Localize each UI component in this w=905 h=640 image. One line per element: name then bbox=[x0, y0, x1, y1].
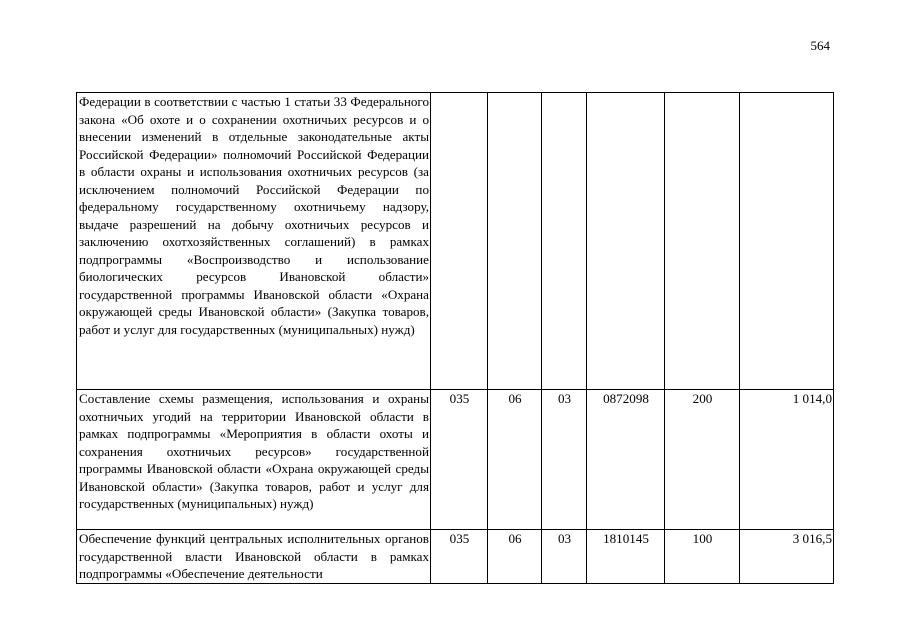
expense-type-code: 200 bbox=[665, 390, 740, 530]
subsection-code: 03 bbox=[542, 390, 587, 530]
amount bbox=[740, 93, 834, 390]
row-description: Составление схемы размещения, использования и охраны охотничьих угодий на территории Ивановской области в рамках подпрограммы «Мероприятия в области охоты и сохранения охотничьих ресурсов» государственной программы Ивановской области «Охрана окружающей среды Ивановской области» (Закупка товаров, работ и услуг для государственных (муниципальных) нужд) bbox=[77, 390, 431, 530]
table-row bbox=[77, 530, 834, 584]
subsection-code: 03 bbox=[542, 530, 587, 584]
table-row bbox=[77, 390, 834, 530]
target-article-code bbox=[587, 93, 665, 390]
budget-table bbox=[76, 92, 834, 584]
amount: 1 014,0 bbox=[740, 390, 834, 530]
ministry-code bbox=[431, 93, 488, 390]
row-description: Обеспечение функций центральных исполнительных органов государственной власти Ивановской области в рамках подпрограммы «Обеспечение деятельности bbox=[77, 530, 431, 584]
section-code: 06 bbox=[488, 390, 542, 530]
row-description: Федерации в соответствии с частью 1 статьи 33 Федерального закона «Об охоте и о сохранении охотничьих ресурсов и о внесении изменений в отдельные законодательные акты Российской Федерации» полномочий Российской Федерации в области охраны и использования охотничьих ресурсов (за исключением полномочий Российской Федерации по федеральному государственному охотничьему надзору, выдаче разрешений на добычу охотничьих ресурсов и заключению охотхозяйственных соглашений) в рамках подпрограммы «Воспроизводство и использование биологических ресурсов Ивановской области» государственной программы Ивановской области «Охрана окружающей среды Ивановской области» (Закупка товаров, работ и услуг для государственных (муниципальных) нужд) bbox=[77, 93, 431, 390]
amount: 3 016,5 bbox=[740, 530, 834, 584]
ministry-code: 035 bbox=[431, 530, 488, 584]
page-number: 564 bbox=[810, 38, 830, 53]
table-row bbox=[77, 93, 834, 390]
section-code: 06 bbox=[488, 530, 542, 584]
expense-type-code: 100 bbox=[665, 530, 740, 584]
target-article-code: 1810145 bbox=[587, 530, 665, 584]
target-article-code: 0872098 bbox=[587, 390, 665, 530]
expense-type-code bbox=[665, 93, 740, 390]
ministry-code: 035 bbox=[431, 390, 488, 530]
subsection-code bbox=[542, 93, 587, 390]
section-code bbox=[488, 93, 542, 390]
